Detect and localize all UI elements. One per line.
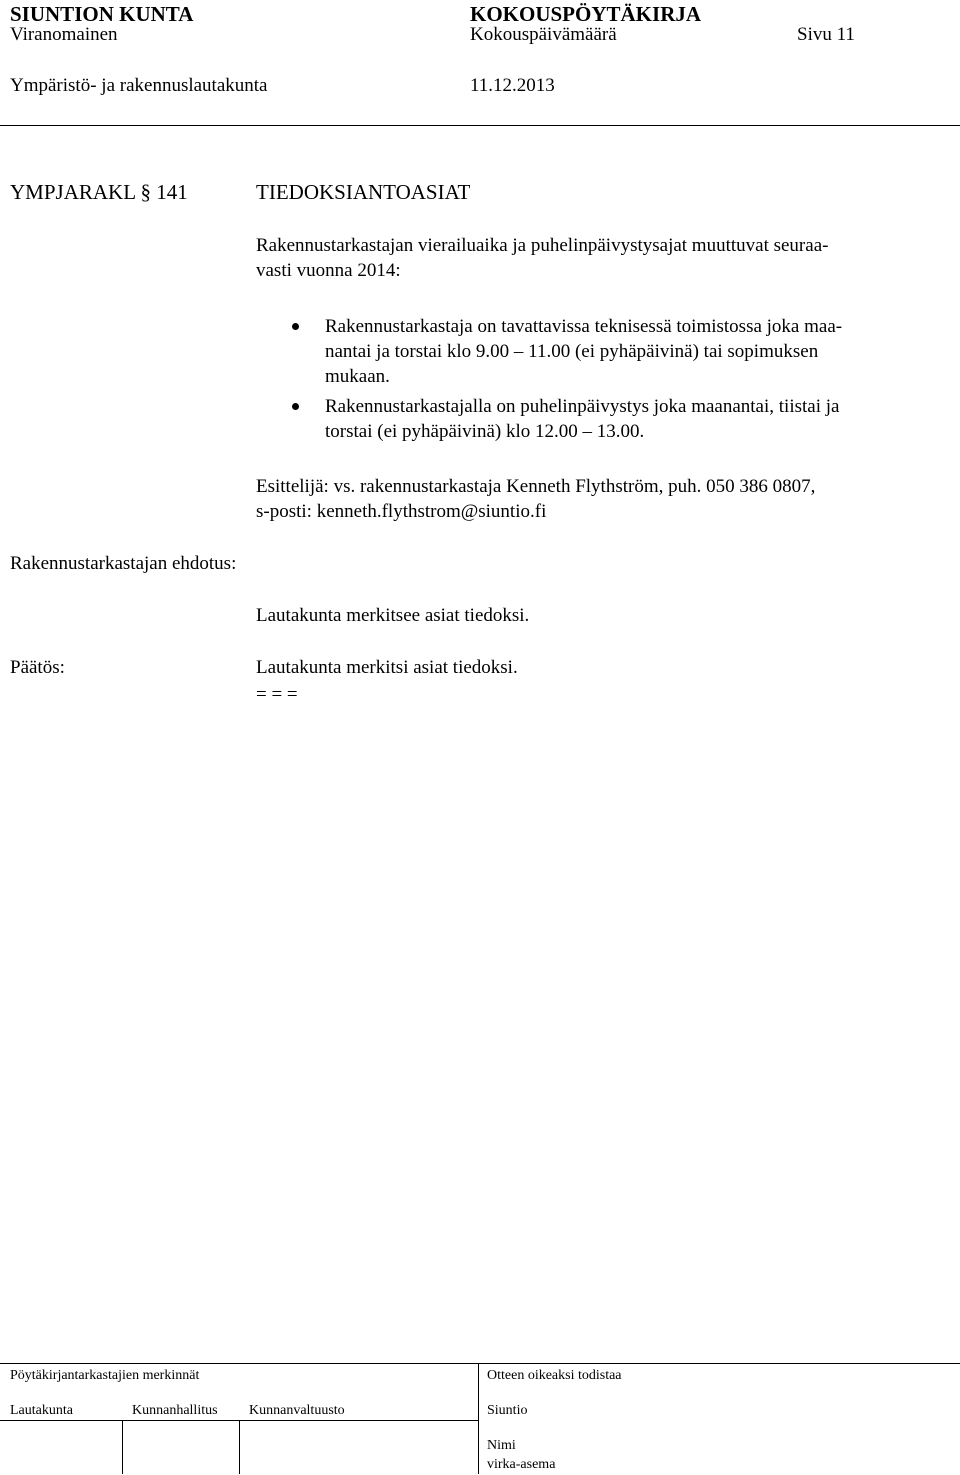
bullet-line: Rakennustarkastajalla on puhelinpäivystys joka maanantai, tiistai ja: [325, 396, 840, 417]
proposal-label: Rakennustarkastajan ehdotus:: [10, 553, 237, 574]
bullet-line: nantai ja torstai klo 9.00 – 11.00 (ei pyhäpäivinä) tai sopimuksen: [325, 341, 819, 362]
section-title: TIEDOKSIANTOASIAT: [256, 180, 471, 204]
authority-label: Viranomainen: [10, 24, 118, 45]
end-mark: = = =: [256, 684, 298, 705]
footer-main-divider: [478, 1363, 479, 1474]
footer-col-divider: [122, 1420, 123, 1474]
bullet-icon: [292, 403, 299, 410]
footer-col-municipal-board: Kunnanhallitus: [132, 1403, 218, 1418]
decision-label: Päätös:: [10, 657, 65, 678]
decision-text: Lautakunta merkitsi asiat tiedoksi.: [256, 657, 518, 678]
document-type: KOKOUSPÖYTÄKIRJA: [470, 2, 702, 26]
bullet-line: Rakennustarkastaja on tavattavissa teknisessä toimistossa joka maa-: [325, 316, 843, 337]
page-number: Sivu 11: [797, 24, 855, 45]
organization-name: SIUNTION KUNTA: [10, 2, 194, 26]
bullet-icon: [292, 323, 299, 330]
presenter-line: Esittelijä: vs. rakennustarkastaja Kenneth Flythström, puh. 050 386 0807,: [256, 476, 816, 497]
presenter-email-line: s-posti: kenneth.flythstrom@siuntio.fi: [256, 501, 547, 522]
meeting-date: 11.12.2013: [470, 75, 555, 96]
intro-paragraph: [256, 233, 828, 283]
bullet-item: [325, 314, 842, 389]
signers-label: Pöytäkirjantarkastajien merkinnät: [10, 1368, 200, 1383]
footer-place: Siuntio: [487, 1403, 528, 1418]
header-divider: [0, 125, 960, 126]
bullet-item: [325, 394, 839, 444]
section-code: YMPJARAKL: [10, 180, 136, 204]
section-number: 141: [156, 180, 188, 204]
footer-name-label: Nimi: [487, 1438, 516, 1453]
intro-line: vasti vuonna 2014:: [256, 260, 401, 281]
footer-position-label: virka-asema: [487, 1457, 556, 1472]
presenter-info: [256, 474, 815, 524]
footer-top-border: [0, 1363, 960, 1364]
intro-line: Rakennustarkastajan vierailuaika ja puhelinpäivystysajat muuttuvat seuraa-: [256, 235, 829, 256]
footer-col-board: Lautakunta: [10, 1403, 73, 1418]
footer-col-council: Kunnanvaltuusto: [249, 1403, 345, 1418]
proposal-text: Lautakunta merkitsee asiat tiedoksi.: [256, 605, 530, 626]
bullet-line: mukaan.: [325, 366, 390, 387]
section-reference: [10, 180, 188, 205]
authority-name: Ympäristö- ja rakennuslautakunta: [10, 75, 268, 96]
section-symbol: §: [140, 180, 151, 204]
certified-label: Otteen oikeaksi todistaa: [487, 1368, 622, 1383]
bullet-line: torstai (ei pyhäpäivinä) klo 12.00 – 13.00.: [325, 421, 645, 442]
footer-col-divider: [239, 1420, 240, 1474]
date-label: Kokouspäivämäärä: [470, 24, 617, 45]
